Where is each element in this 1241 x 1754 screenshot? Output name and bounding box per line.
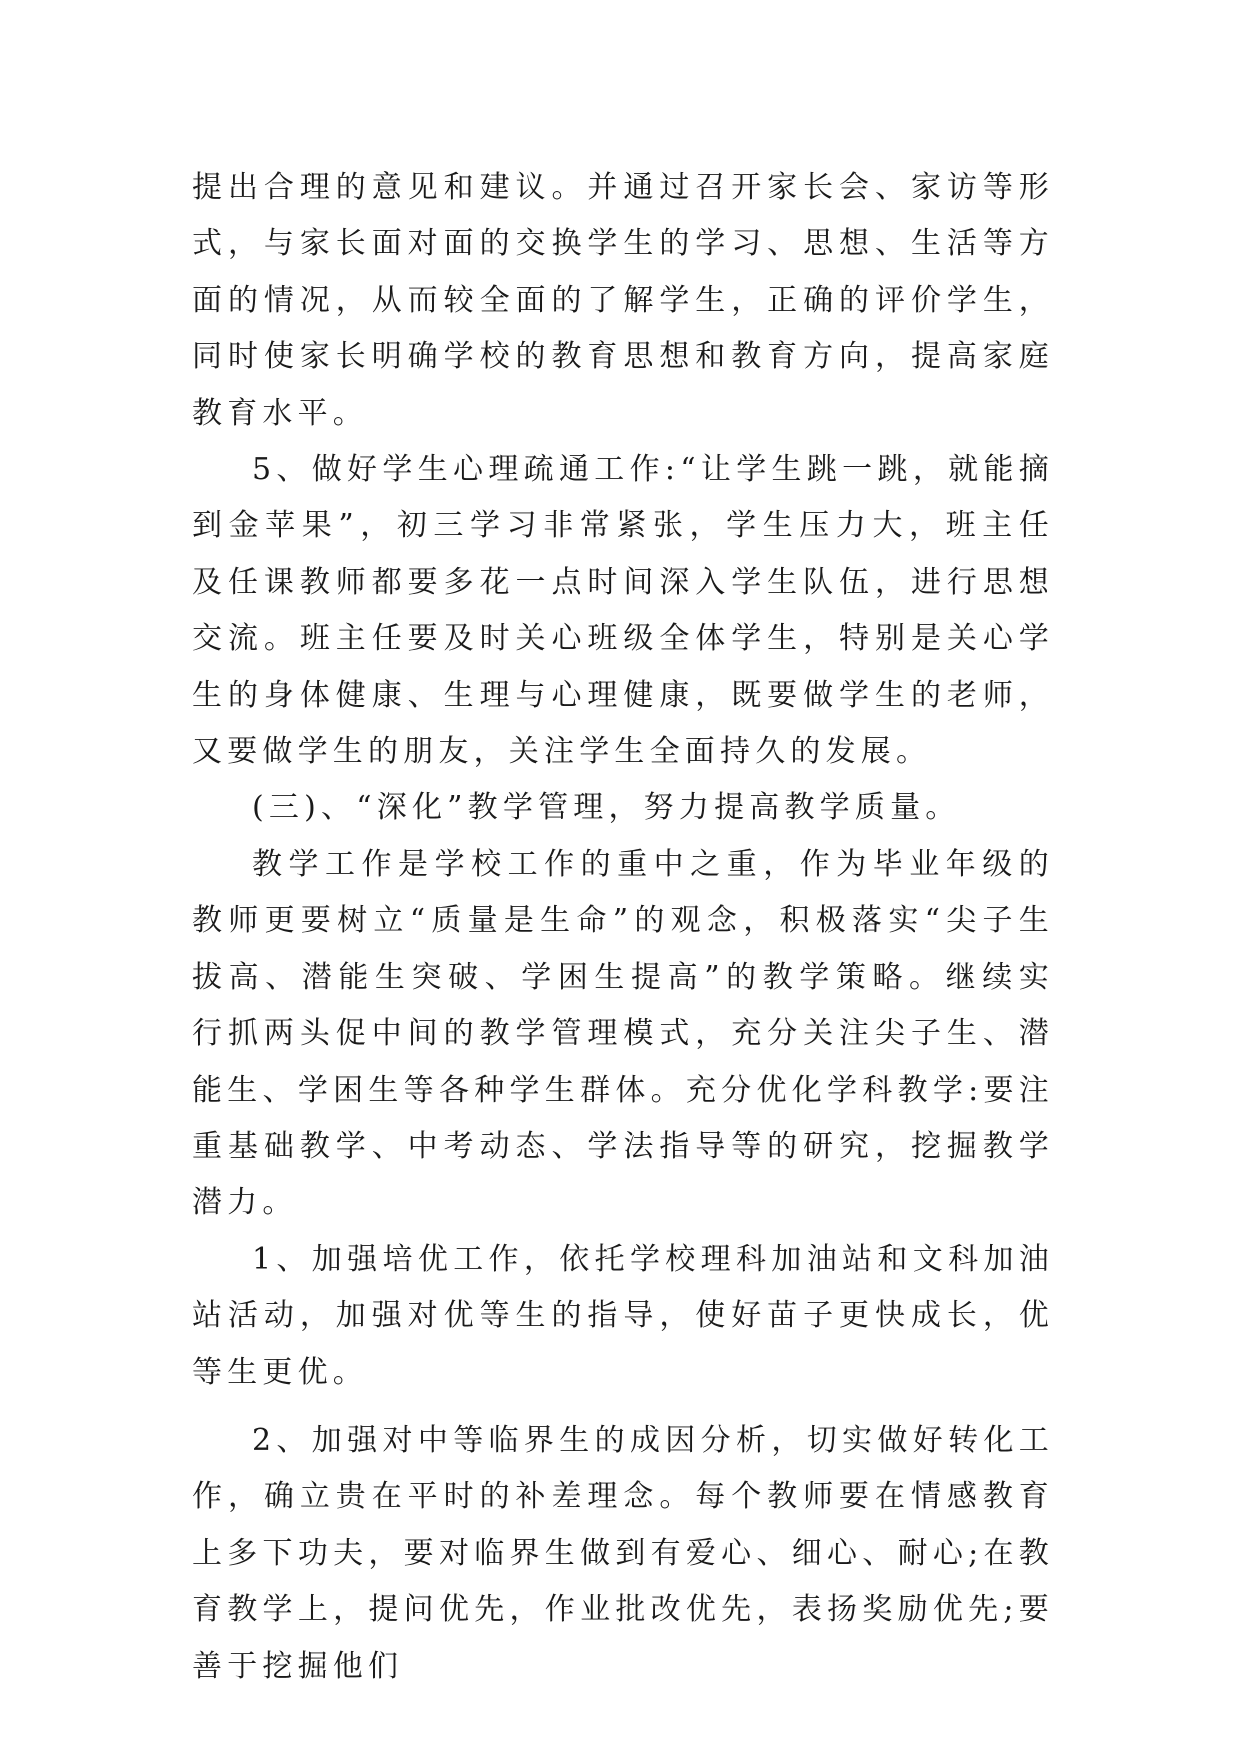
paragraph-borderline-students: 2、加强对中等临界生的成因分析，切实做好转化工作，确立贵在平时的补差理念。每个教师要在情感教育上多下功夫，要对临界生做到有爱心、细心、耐心;在教育教学上，提问优先，作业批改优先，表扬奖励优先;要善于挖掘他们 (192, 1422, 1054, 1684)
paragraph-teaching-quality: 教学工作是学校工作的重中之重，作为毕业年级的教师更要树立“质量是生命”的观念，积极落实“尖子生拔高、潜能生突破、学困生提高”的教学策略。继续实行抓两头促中间的教学管理模式，充分关注尖子生、潜能生、学困生等各种学生群体。充分优化学科教学:要注重基础教学、中考动态、学法指导等的研究，挖掘教学潜力。 (192, 846, 1054, 1221)
section-heading-teaching-management: (三)、“深化”教学管理，努力提高教学质量。 (252, 790, 961, 826)
paragraph-psychological-guidance: 5、做好学生心理疏通工作:“让学生跳一跳，就能摘到金苹果”，初三学习非常紧张，学生压力大，班主任及任课教师都要多花一点时间深入学生队伍，进行思想交流。班主任要及时关心班级全体学生，特别是关心学生的身体健康、生理与心理健康，既要做学生的老师，又要做学生的朋友，关注学生全面持久的发展。 (192, 452, 1054, 770)
document-body (192, 160, 1054, 1695)
paragraph-home-school-communication: 提出合理的意见和建议。并通过召开家长会、家访等形式，与家长面对面的交换学生的学习、思想、生活等方面的情况，从而较全面的了解学生，正确的评价学生，同时使家长明确学校的教育思想和教育方向，提高家庭教育水平。 (192, 170, 1054, 431)
paragraph-top-students: 1、加强培优工作，依托学校理科加油站和文科加油站活动，加强对优等生的指导，使好苗子更快成长，优等生更优。 (192, 1241, 1054, 1390)
